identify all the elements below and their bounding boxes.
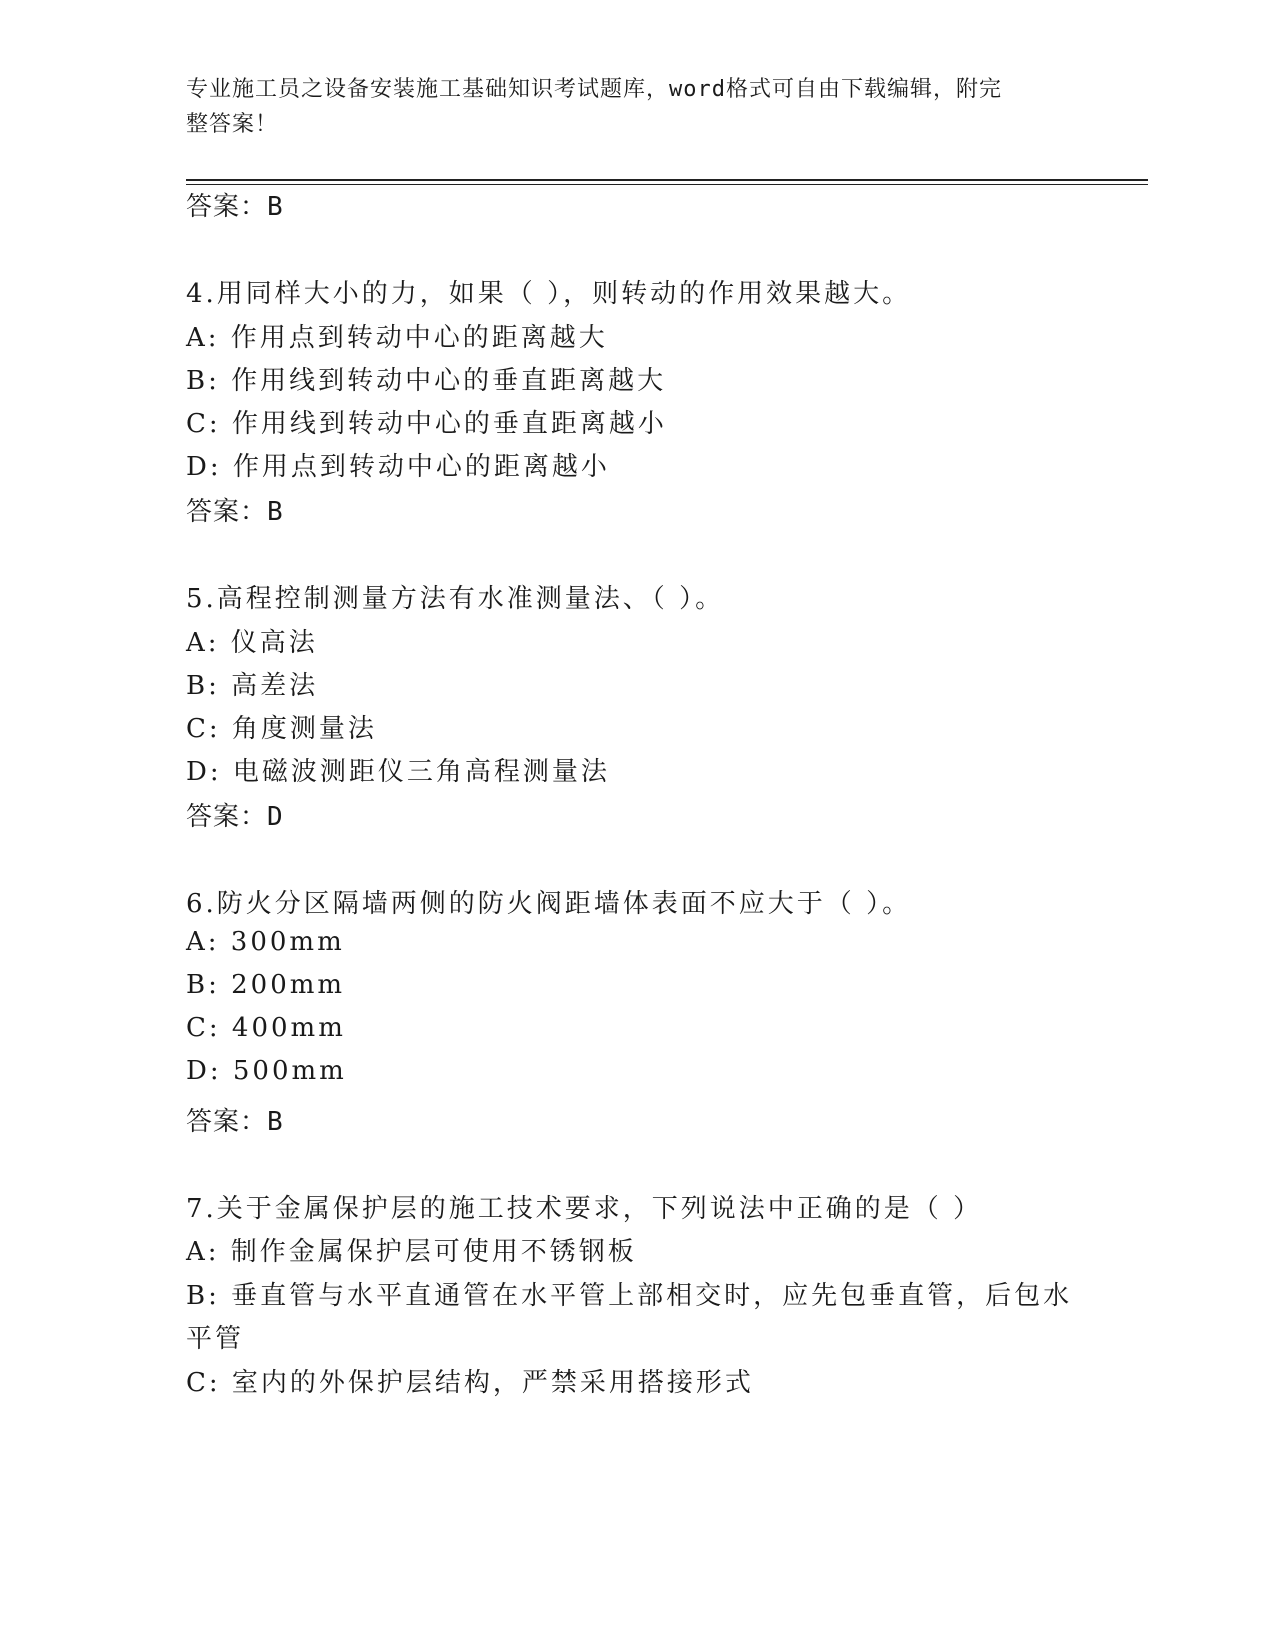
header-divider-thick xyxy=(186,179,1148,181)
q4-answer: 答案：B xyxy=(186,497,284,527)
q6-option-c: C: 400mm xyxy=(186,1013,346,1043)
question-5: 5.高程控制测量方法有水准测量法、（ ）。 xyxy=(186,584,725,614)
q7-option-c: C: 室内的外保护层结构，严禁采用搭接形式 xyxy=(186,1368,754,1398)
q7-option-b: B: 垂直管与水平直通管在水平管上部相交时，应先包垂直管，后包水 xyxy=(186,1281,1073,1311)
q4-option-d: D: 作用点到转动中心的距离越小 xyxy=(186,452,610,482)
q4-option-c: C: 作用线到转动中心的垂直距离越小 xyxy=(186,409,667,439)
q5-option-b: B: 高差法 xyxy=(186,671,319,701)
q6-option-a: A: 300mm xyxy=(186,927,345,957)
q4-option-a: A: 作用点到转动中心的距离越大 xyxy=(186,323,608,353)
q7-option-b-continued: 平管 xyxy=(186,1324,245,1354)
question-6: 6.防火分区隔墙两侧的防火阀距墙体表面不应大于（ ）。 xyxy=(186,889,912,919)
header-divider-thin xyxy=(186,184,1148,185)
q5-option-d: D: 电磁波测距仪三角高程测量法 xyxy=(186,757,610,787)
q5-option-c: C: 角度测量法 xyxy=(186,714,377,744)
header-line-1: 专业施工员之设备安装施工基础知识考试题库，word格式可自由下载编辑，附完 xyxy=(186,77,1002,102)
question-4: 4.用同样大小的力，如果（ ），则转动的作用效果越大。 xyxy=(186,279,912,309)
q6-option-d: D: 500mm xyxy=(186,1056,347,1086)
question-7: 7.关于金属保护层的施工技术要求，下列说法中正确的是（ ） xyxy=(186,1194,983,1224)
q6-answer: 答案：B xyxy=(186,1107,284,1137)
q6-option-b: B: 200mm xyxy=(186,970,346,1000)
document-header xyxy=(186,72,1076,142)
q4-option-b: B: 作用线到转动中心的垂直距离越大 xyxy=(186,366,667,396)
header-line-2: 整答案！ xyxy=(186,112,279,137)
q5-option-a: A: 仪高法 xyxy=(186,628,318,658)
q7-option-a: A: 制作金属保护层可使用不锈钢板 xyxy=(186,1237,637,1267)
q5-answer: 答案：D xyxy=(186,802,284,832)
answer-previous: 答案：B xyxy=(186,192,284,222)
